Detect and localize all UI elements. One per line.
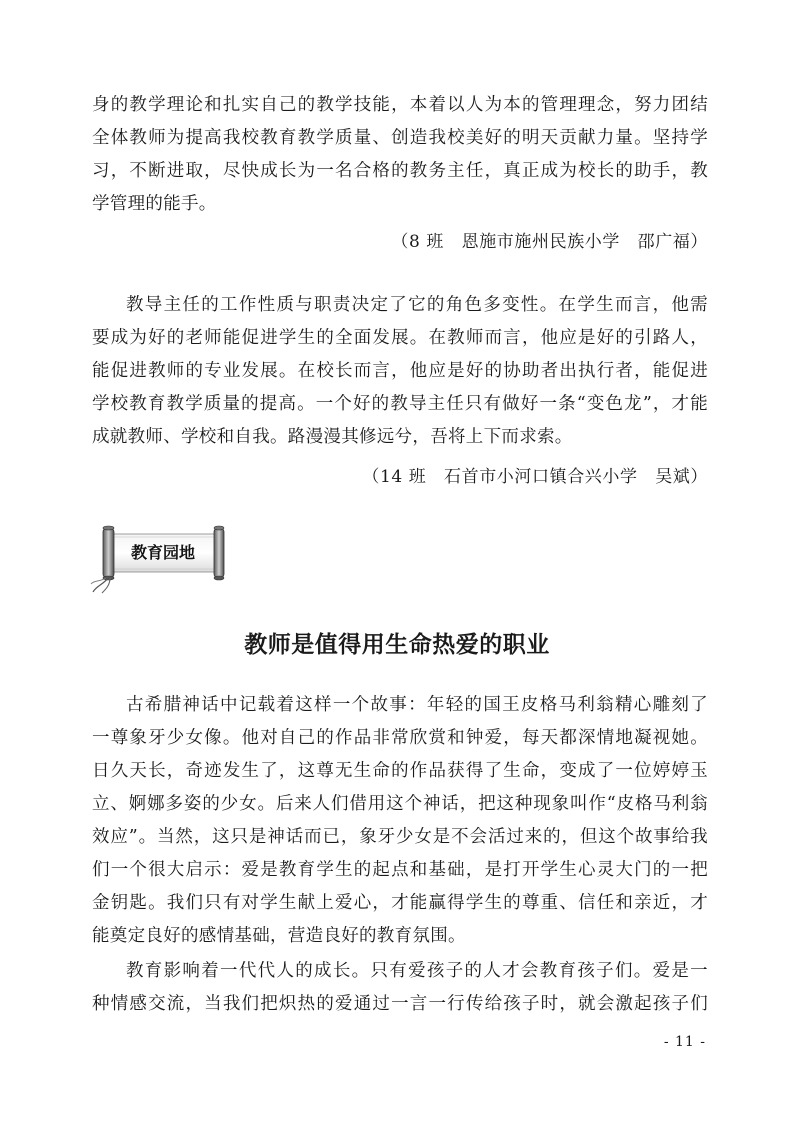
text-line: 效应”。当然，这只是神话而已，象牙少女是不会活过来的，但这个故事给我 (92, 827, 708, 847)
text-line: 成就教师、学校和自我。路漫漫其修远兮，吾将上下而求索。 (92, 427, 573, 447)
article-title: 教师是值得用生命热爱的职业 (244, 632, 550, 658)
page-number: - 11 - (663, 1034, 706, 1050)
text-line: 一尊象牙少女像。他对自己的作品非常欣赏和钟爱，每天都深情地凝视她。 (92, 728, 708, 748)
text-line: 日久天长，奇迹发生了，这尊无生命的作品获得了生命，变成了一位婷婷玉 (92, 761, 708, 781)
text-line: 金钥匙。我们只有对学生献上爱心，才能赢得学生的尊重、信任和亲近，才 (92, 893, 708, 913)
text-line: 立、婀娜多姿的少女。后来人们借用这个神话，把这种现象叫作“皮格马利翁 (92, 794, 708, 814)
author-signature: （14 班 石首市小河口镇合兴小学 吴斌） (362, 467, 708, 487)
text-line: 们一个很大启示：爱是教育学生的起点和基础，是打开学生心灵大门的一把 (92, 860, 708, 880)
text-line: 教育影响着一代代人的成长。只有爱孩子的人才会教育孩子们。爱是一 (126, 961, 708, 981)
text-line: 教导主任的工作性质与职责决定了它的角色多变性。在学生而言，他需 (126, 295, 708, 315)
section-banner (90, 522, 230, 594)
text-line: 要成为好的老师能促进学生的全面发展。在教师而言，他应是好的引路人， (92, 328, 708, 348)
text-line: 能促进教师的专业发展。在校长而言，他应是好的协助者出执行者，能促进 (92, 361, 708, 381)
text-line: 古希腊神话中记载着这样一个故事：年轻的国王皮格马利翁精心雕刻了 (126, 695, 708, 715)
text-line: 种情感交流，当我们把炽热的爱通过一言一行传给孩子时，就会激起孩子们 (92, 994, 708, 1014)
text-line: 全体教师为提高我校教育教学质量、创造我校美好的明天贡献力量。坚持学 (92, 128, 708, 148)
text-line: 习，不断进取，尽快成长为一名合格的教务主任，真正成为校长的助手，教 (92, 161, 708, 181)
text-line: 学校教育教学质量的提高。一个好的教导主任只有做好一条“变色龙”，才能 (92, 394, 708, 414)
author-signature: （8 班 恩施市施州民族小学 邵广福） (391, 232, 708, 252)
text-line: 能奠定良好的感情基础，营造良好的教育氛围。 (92, 926, 466, 946)
text-line: 身的教学理论和扎实自己的教学技能，本着以人为本的管理理念，努力团结 (92, 95, 708, 115)
text-line: 学管理的能手。 (92, 194, 217, 214)
section-label: 教育园地 (130, 543, 195, 562)
